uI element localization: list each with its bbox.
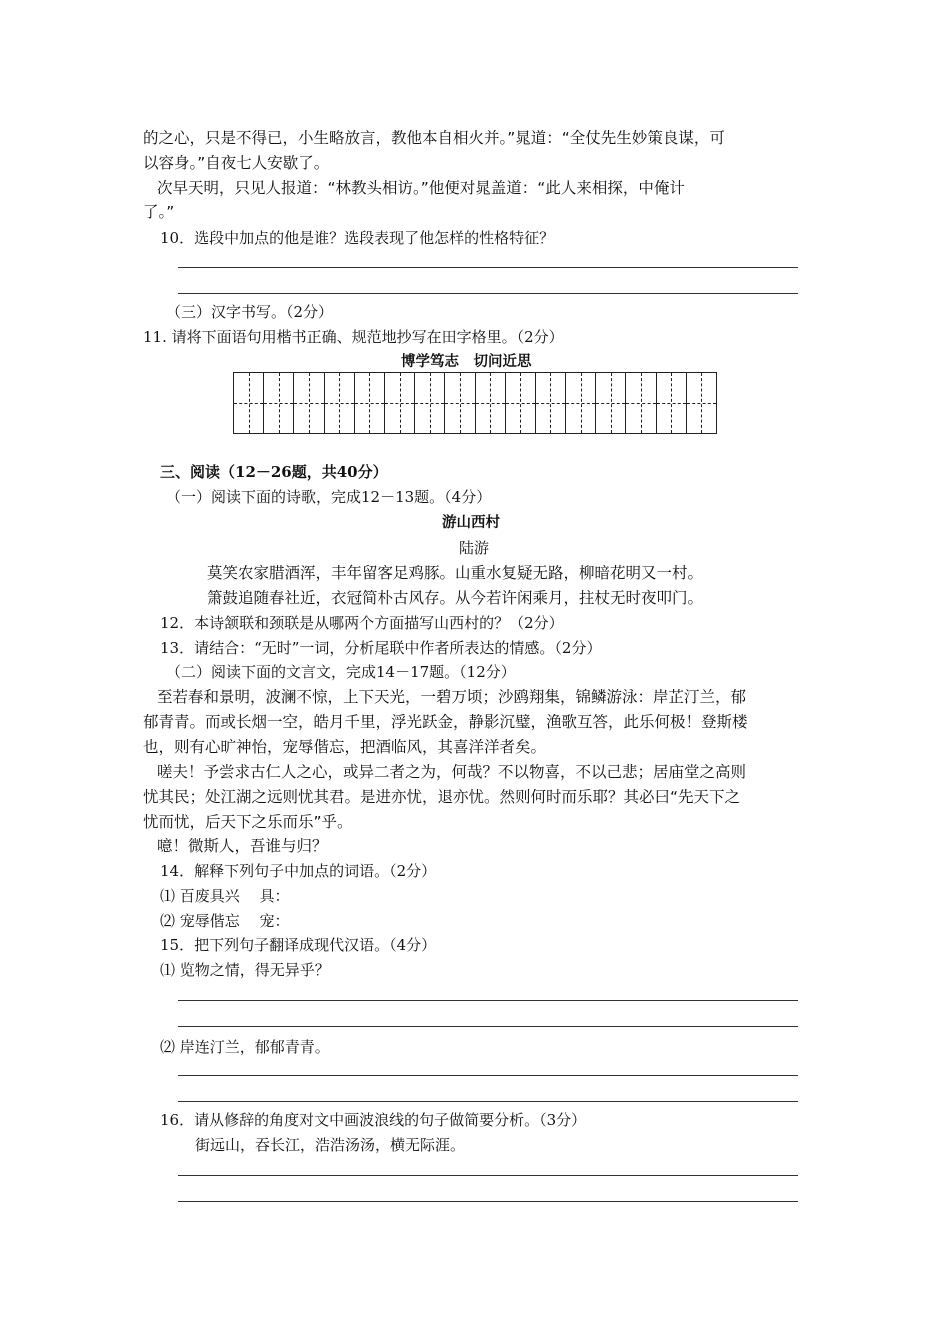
tianzige-cell [325,373,355,433]
answer-line [178,1101,798,1102]
answer-line [178,293,798,294]
answer-line [178,1000,798,1001]
question-15: 15．把下列句子翻译成现代汉语。（4分） [160,936,437,954]
question-11: 11. 请将下面语句用楷书正确、规范地抄写在田字格里。（2分） [143,328,564,346]
poem-line: 莫笑农家腊酒浑，丰年留客足鸡豚。山重水复疑无路，柳暗花明又一村。 [207,564,704,582]
prose-line: 噫！微斯人，吾谁与归？ [157,837,328,855]
tianzige-cell [596,373,626,433]
prose-line: 忧其民；处江湖之远则忧其君。是进亦忧，退亦忧。然则何时而乐耶？其必曰“先天下之 [143,788,741,806]
tianzige-cell [506,373,536,433]
poem-author: 陆游 [459,539,490,557]
question-13: 13．请结合：“无时”一词，分析尾联中作者所表达的情感。（2分） [160,639,602,657]
prose-line: 至若春和景明，波澜不惊，上下天光，一碧万顷；沙鸥翔集，锦鳞游泳：岸芷汀兰，郁 [157,688,747,706]
copy-phrase: 博学笃志 切问近思 [401,354,532,370]
question-14-item: ⑵ 宠辱偕忘 宠： [160,912,290,930]
answer-line [178,1075,798,1076]
poem-line: 箫鼓追随春社近，衣冠简朴古风存。从今若许闲乘月，拄杖无时夜叩门。 [207,589,704,607]
poem-title: 游山西村 [442,515,500,531]
tianzige-cell [476,373,506,433]
subsection-heading: （一）阅读下面的诗歌，完成12－13题。（4分） [166,488,492,506]
tianzige-cell [566,373,596,433]
tianzige-cell [687,373,716,433]
question-10: 10．选段中加点的他是谁？选段表现了他怎样的性格特征？ [160,229,555,247]
passage-line: 了。” [143,203,175,221]
part-heading: 三、阅读（12－26题，共40分） [160,463,388,481]
tianzige-cell [657,373,687,433]
section-heading: （三）汉字书写。（2分） [166,303,334,321]
passage-line: 以容身。”自夜七人安歇了。 [143,154,330,172]
tianzige-cell [234,373,264,433]
question-15-item: ⑵ 岸连汀兰，郁郁青青。 [160,1038,330,1056]
tianzige-cell [385,373,415,433]
question-16-quote: 街远山，吞长江，浩浩汤汤，横无际涯。 [195,1136,466,1154]
answer-line [178,1026,798,1027]
question-14: 14．解释下列句子中加点的词语。（2分） [160,862,437,880]
answer-line [178,1175,798,1176]
tianzige-cell [264,373,294,433]
prose-line: 嗟夫！予尝求古仁人之心，或异二者之为，何哉？不以物喜，不以己悲；居庙堂之高则 [157,763,747,781]
prose-line: 郁青青。而或长烟一空，皓月千里，浮光跃金，静影沉璧，渔歌互答，此乐何极！登斯楼 [143,713,748,731]
tianzige-cell [445,373,475,433]
answer-line [178,1201,798,1202]
tianzige-cell [355,373,385,433]
passage-line: 次早天明，只见人报道：“林教头相访。”他便对晁盖道：“此人来相探，中俺计 [157,179,685,197]
prose-line: 忧而忧，后天下之乐而乐”乎。 [143,813,353,831]
tianzige-cell [415,373,445,433]
tianzige-cell [626,373,656,433]
tianzige-cell [294,373,324,433]
tianzige-cell [536,373,566,433]
prose-line: 也，则有心旷神怡，宠辱偕忘，把酒临风，其喜洋洋者矣。 [143,738,547,756]
question-14-item: ⑴ 百废具兴 具： [160,887,290,905]
tianzige-grid [233,372,717,434]
passage-line: 的之心，只是不得已，小生略放言，教他本自相火并。”晁道：“全仗先生妙策良谋，可 [143,129,725,147]
answer-line [178,267,798,268]
question-15-item: ⑴ 览物之情，得无异乎？ [160,961,330,979]
question-16: 16．请从修辞的角度对文中画波浪线的句子做简要分析。（3分） [160,1111,587,1129]
question-12: 12．本诗颔联和颈联是从哪两个方面描写山西村的？（2分） [160,614,564,632]
subsection-heading: （二）阅读下面的文言文，完成14－17题。（12分） [166,663,516,681]
